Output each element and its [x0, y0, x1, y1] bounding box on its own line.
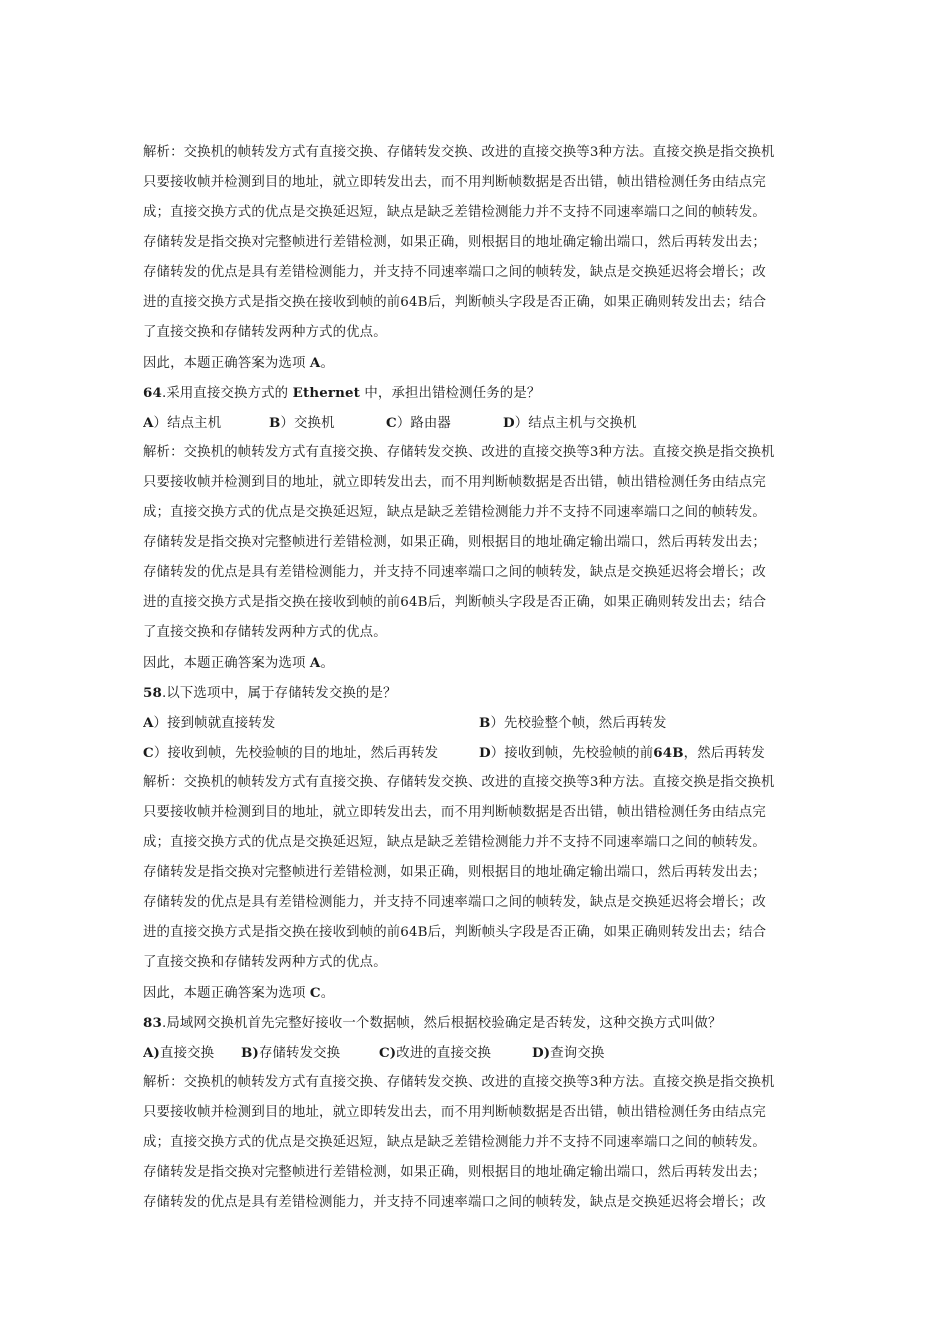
option-b — [479, 708, 667, 738]
question-title — [143, 378, 815, 408]
question-text-post: 中，承担出错检测任务的是？ — [359, 386, 541, 401]
option-key: C — [143, 745, 154, 761]
analysis-line: 存储转发的优点是具有差错检测能力，并支持不同速率端口之间的帧转发，缺点是交换延迟将会增长；改 — [143, 895, 766, 910]
analysis-line: 进的直接交换方式是指交换在接收到帧的前64B后，判断帧头字段是否正确，如果正确则转发出去；结合 — [143, 925, 767, 940]
analysis-line: 解析：交换机的帧转发方式有直接交换、存储转发交换、改进的直接交换等3种方法。直接交换是指交换机 — [143, 445, 775, 460]
analysis-line: 只要接收帧并检测到目的地址，就立即转发出去，而不用判断帧数据是否出错，帧出错检测任务由结点完 — [143, 805, 766, 820]
analysis-line: 解析：交换机的帧转发方式有直接交换、存储转发交换、改进的直接交换等3种方法。直接交换是指交换机 — [143, 775, 775, 790]
option-text: ）接收到帧，先校验帧的目的地址，然后再转发 — [153, 746, 439, 761]
option-c — [379, 1038, 532, 1068]
analysis-line: 解析：交换机的帧转发方式有直接交换、存储转发交换、改进的直接交换等3种方法。直接交换是指交换机 — [143, 145, 775, 160]
question-number: 64 — [143, 385, 162, 401]
question-title — [143, 678, 815, 708]
option-text: ）结点主机与交换机 — [514, 416, 637, 431]
options-row — [143, 708, 815, 738]
document-page — [143, 138, 815, 1218]
answer-prefix: 因此，本题正确答案为选项 — [143, 356, 310, 371]
analysis-line: 成；直接交换方式的优点是交换延迟短，缺点是缺乏差错检测能力并不支持不同速率端口之间的帧转发。 — [143, 835, 766, 850]
option-key: B — [479, 715, 491, 731]
analysis-line: 存储转发是指交换对完整帧进行差错检测，如果正确，则根据目的地址确定输出端口，然后再转发出去； — [143, 235, 766, 250]
option-text: ）交换机 — [280, 416, 335, 431]
answer-value: A — [309, 655, 321, 671]
answer-prefix: 因此，本题正确答案为选项 — [143, 656, 310, 671]
analysis-block-1 — [143, 138, 815, 378]
option-b — [269, 408, 386, 438]
option-d — [503, 408, 637, 438]
question-text: .以下选项中，属于存储转发交换的是？ — [161, 686, 397, 701]
option-text: 直接交换 — [160, 1046, 215, 1061]
option-text: ）接到帧就直接转发 — [153, 716, 276, 731]
option-text-bold: 64B — [653, 745, 684, 761]
analysis-line: 存储转发是指交换对完整帧进行差错检测，如果正确，则根据目的地址确定输出端口，然后再转发出去； — [143, 1165, 766, 1180]
analysis-line: 只要接收帧并检测到目的地址，就立即转发出去，而不用判断帧数据是否出错，帧出错检测任务由结点完 — [143, 475, 766, 490]
option-key: A — [143, 715, 154, 731]
option-c — [143, 738, 479, 768]
analysis-line: 存储转发的优点是具有差错检测能力，并支持不同速率端口之间的帧转发，缺点是交换延迟将会增长；改 — [143, 565, 766, 580]
option-c — [386, 408, 503, 438]
option-key: B — [269, 415, 281, 431]
option-text: ）路由器 — [396, 416, 451, 431]
analysis-line: 只要接收帧并检测到目的地址，就立即转发出去，而不用判断帧数据是否出错，帧出错检测任务由结点完 — [143, 175, 766, 190]
option-text: ）结点主机 — [153, 416, 222, 431]
option-text: 改进的直接交换 — [396, 1046, 492, 1061]
option-text: ）接收到帧，先校验帧的前 — [490, 746, 654, 761]
options-row — [143, 738, 815, 768]
analysis-line: 只要接收帧并检测到目的地址，就立即转发出去，而不用判断帧数据是否出错，帧出错检测任务由结点完 — [143, 1105, 766, 1120]
analysis-line: 进的直接交换方式是指交换在接收到帧的前64B后，判断帧头字段是否正确，如果正确则转发出去；结合 — [143, 595, 767, 610]
analysis-line: 成；直接交换方式的优点是交换延迟短，缺点是缺乏差错检测能力并不支持不同速率端口之间的帧转发。 — [143, 1135, 766, 1150]
analysis-line: 了直接交换和存储转发两种方式的优点。 — [143, 625, 387, 640]
answer-value: A — [309, 355, 321, 371]
option-key: D — [479, 745, 491, 761]
option-key: C — [386, 415, 397, 431]
analysis-line: 了直接交换和存储转发两种方式的优点。 — [143, 955, 387, 970]
option-text: 存储转发交换 — [258, 1046, 341, 1061]
option-a — [143, 1038, 241, 1068]
options-row — [143, 408, 815, 438]
analysis-line: 成；直接交换方式的优点是交换延迟短，缺点是缺乏差错检测能力并不支持不同速率端口之间的帧转发。 — [143, 505, 766, 520]
answer-line — [143, 648, 815, 678]
analysis-line: 进的直接交换方式是指交换在接收到帧的前64B后，判断帧头字段是否正确，如果正确则转发出去；结合 — [143, 295, 767, 310]
question-text-pre: .采用直接交换方式的 — [161, 386, 293, 401]
answer-suffix: 。 — [320, 656, 334, 671]
answer-suffix: 。 — [320, 356, 334, 371]
analysis-line: 解析：交换机的帧转发方式有直接交换、存储转发交换、改进的直接交换等3种方法。直接交换是指交换机 — [143, 1075, 775, 1090]
option-key: A) — [143, 1045, 161, 1061]
question-title — [143, 1008, 815, 1038]
analysis-line: 存储转发的优点是具有差错检测能力，并支持不同速率端口之间的帧转发，缺点是交换延迟将会增长；改 — [143, 1195, 766, 1210]
option-text-tail: ，然后再转发 — [683, 746, 765, 761]
answer-prefix: 因此，本题正确答案为选项 — [143, 986, 310, 1001]
option-key: D — [503, 415, 515, 431]
options-row — [143, 1038, 815, 1068]
question-58 — [143, 678, 815, 1008]
option-key: C) — [379, 1045, 397, 1061]
answer-suffix: 。 — [320, 986, 335, 1001]
option-text: 查询交换 — [550, 1046, 605, 1061]
question-text-bold: Ethernet — [292, 385, 360, 401]
option-b — [241, 1038, 379, 1068]
option-key: A — [143, 415, 154, 431]
answer-line — [143, 348, 815, 378]
question-83 — [143, 1008, 815, 1218]
option-key: B) — [241, 1045, 259, 1061]
option-d — [479, 738, 765, 768]
question-number: 83 — [143, 1015, 162, 1031]
analysis-line: 了直接交换和存储转发两种方式的优点。 — [143, 325, 387, 340]
question-64 — [143, 378, 815, 678]
question-text: .局域网交换机首先完整好接收一个数据帧，然后根据校验确定是否转发，这种交换方式叫做？ — [161, 1016, 722, 1031]
question-number: 58 — [143, 685, 162, 701]
answer-line — [143, 978, 815, 1008]
analysis-line: 存储转发是指交换对完整帧进行差错检测，如果正确，则根据目的地址确定输出端口，然后再转发出去； — [143, 865, 766, 880]
analysis-line: 存储转发是指交换对完整帧进行差错检测，如果正确，则根据目的地址确定输出端口，然后再转发出去； — [143, 535, 766, 550]
option-d — [532, 1038, 604, 1068]
answer-value: C — [309, 985, 321, 1001]
option-text: ）先校验整个帧，然后再转发 — [490, 716, 667, 731]
option-key: D) — [532, 1045, 551, 1061]
option-a — [143, 708, 479, 738]
analysis-line: 成；直接交换方式的优点是交换延迟短，缺点是缺乏差错检测能力并不支持不同速率端口之间的帧转发。 — [143, 205, 766, 220]
analysis-line: 存储转发的优点是具有差错检测能力，并支持不同速率端口之间的帧转发，缺点是交换延迟将会增长；改 — [143, 265, 766, 280]
option-a — [143, 408, 269, 438]
